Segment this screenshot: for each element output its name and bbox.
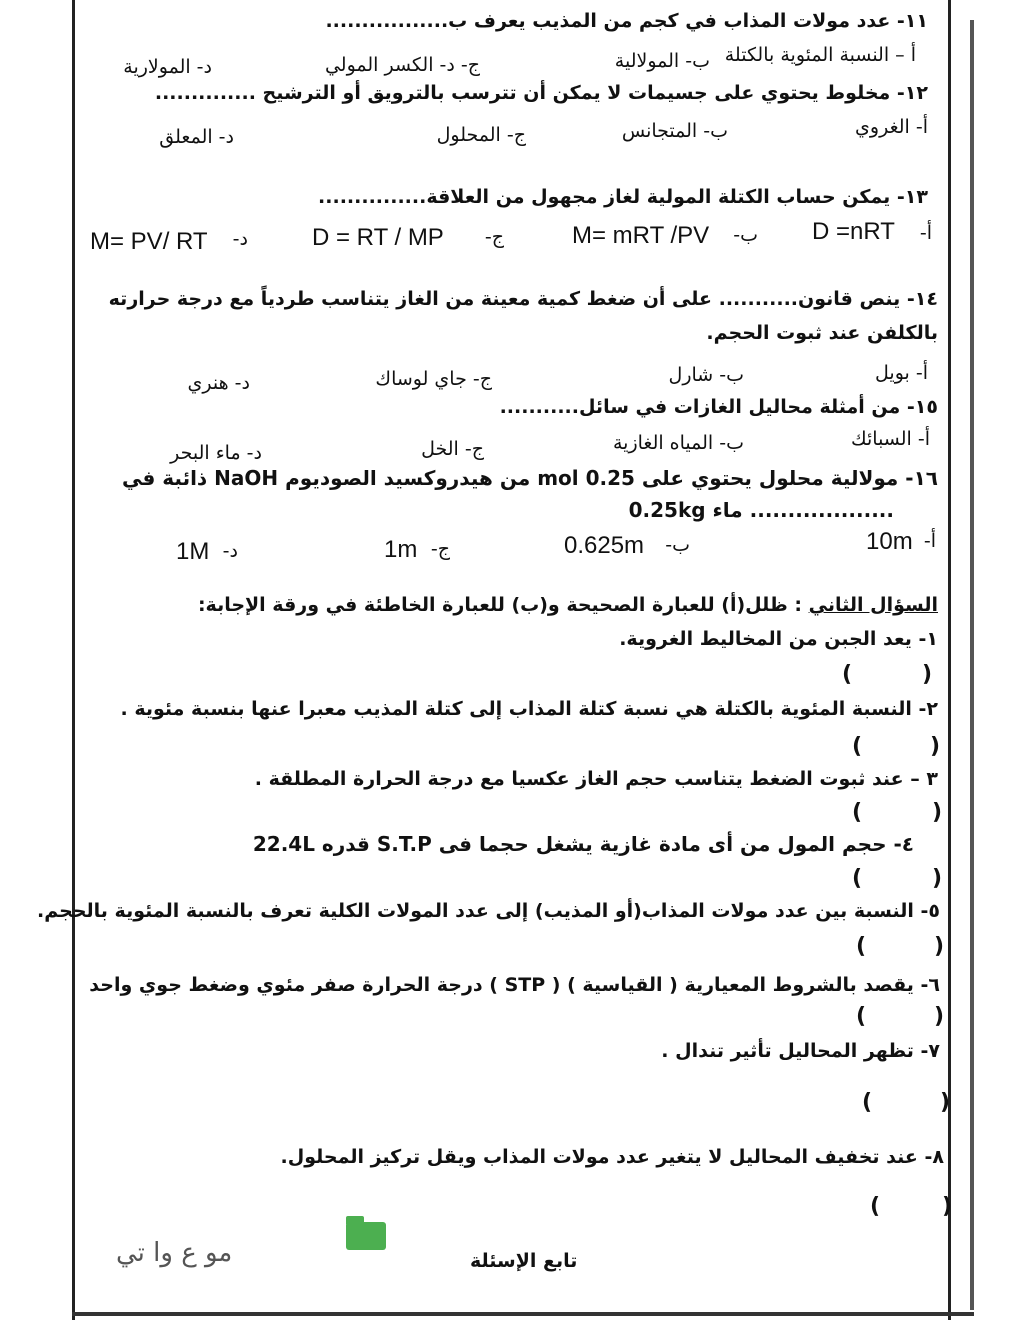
section2-heading: السؤال الثاني xyxy=(808,594,938,616)
q14-line1: ١٤- ينص قانون........... على أن ضغط كمية معينة من الغاز يتناسب طردياً مع درجة حرارته xyxy=(108,288,938,310)
tf-paren-8-open: ( xyxy=(870,1194,881,1219)
q13-text: ١٣- يمكن حساب الكتلة المولية لغاز مجهول من العلاقة............... xyxy=(318,186,928,208)
q16-option-d: 1M xyxy=(176,538,210,565)
q15-option-d: د- ماء البحر xyxy=(170,442,262,464)
q13-option-a-label: أ- xyxy=(919,222,932,244)
page-border-bottom xyxy=(72,1312,974,1316)
tf-paren-5-open: ( xyxy=(856,934,867,959)
tf-paren-2-open: ( xyxy=(852,734,863,759)
q13-option-b: M= mRT /PV xyxy=(572,222,710,249)
q13-option-c: D = RT / MP xyxy=(312,224,444,251)
page-border-left xyxy=(72,0,75,1320)
tf-paren-4-open: ( xyxy=(852,866,863,891)
q14-option-b: ب- شارل xyxy=(668,364,744,386)
tf-paren-6-open: ( xyxy=(856,1004,867,1029)
tf-item-2: ٢- النسبة المئوية بالكتلة هي نسبة كتلة المذاب إلى كتلة المذيب معبرا عنها بنسبة مئوية . xyxy=(120,698,938,720)
tf-paren-7-close: ) xyxy=(940,1090,951,1115)
q16-option-a-label: أ- xyxy=(923,530,936,552)
q12-option-b: ب- المتجانس xyxy=(621,120,728,142)
q15-text: ١٥- من أمثلة محاليل الغازات في سائل........... xyxy=(499,396,938,418)
site-logo-text: مو ع وا تي xyxy=(116,1238,233,1268)
q16-option-b: 0.625m xyxy=(564,532,645,559)
page-border-shadow xyxy=(970,20,974,1310)
q13-option-b-label: ب- xyxy=(733,224,758,246)
q13-option-d: M= PV/ RT xyxy=(90,228,208,255)
q13-option-d-label: د- xyxy=(232,228,248,250)
q16-option-c: 1m xyxy=(384,536,418,563)
q11-option-d: د- المولارية xyxy=(123,56,212,78)
tf-item-1: ١- يعد الجبن من المخاليط الغروية. xyxy=(619,628,938,650)
tf-item-3: ٣ – عند ثبوت الضغط يتناسب حجم الغاز عكسيا مع درجة الحرارة المطلقة . xyxy=(254,768,938,790)
tf-item-6: ٦- يقصد بالشروط المعيارية ( القياسية ) ( STP ) درجة الحرارة صفر مئوي وضغط جوي واحد xyxy=(89,974,940,996)
tf-item-7: ٧- تظهر المحاليل تأثير تندال . xyxy=(661,1040,940,1062)
continue-label: تابع الإسئلة xyxy=(470,1250,578,1272)
q11-text: ١١- عدد مولات المذاب في كجم من المذيب يعرف ب................. xyxy=(325,10,928,32)
q11-option-b: ب- المولالية xyxy=(614,50,710,72)
q12-text: ١٢- مخلوط يحتوي على جسيمات لا يمكن أن تترسب بالترويق أو الترشيح .............. xyxy=(154,82,928,104)
tf-paren-7-open: ( xyxy=(862,1090,873,1115)
q14-option-a: أ- بويل xyxy=(875,362,928,384)
tf-paren-4-close: ) xyxy=(932,866,943,891)
q11-option-c: ج- د- الكسر المولي xyxy=(324,54,480,76)
page-border-right xyxy=(948,0,951,1320)
q11-option-a: أ – النسبة المئوية بالكتلة xyxy=(724,44,916,66)
tf-paren-5-close: ) xyxy=(934,934,945,959)
q15-option-c: ج- الخل xyxy=(421,438,484,460)
tf-paren-2-close: ) xyxy=(930,734,941,759)
q13-option-a: D =nRT xyxy=(812,218,895,245)
q16-option-a: 10m xyxy=(866,528,913,555)
q14-line2: بالكلفن عند ثبوت الحجم. xyxy=(706,322,938,344)
q16-option-c-label: ج- xyxy=(430,538,450,560)
tf-paren-3-open: ( xyxy=(852,800,863,825)
tf-paren-6-close: ) xyxy=(934,1004,945,1029)
q16-line2: 0.25kg ماء ................... xyxy=(628,498,894,522)
q12-option-c: ج- المحلول xyxy=(436,124,526,146)
q14-option-c: ج- جاي لوساك xyxy=(375,368,492,390)
tf-item-5: ٥- النسبة بين عدد مولات المذاب(أو المذيب) إلى عدد المولات الكلية تعرف بالنسبة المئوية بالحجم. xyxy=(37,900,940,922)
tf-paren-1-close: ) xyxy=(922,662,933,687)
tf-paren-8-close: ) xyxy=(942,1194,953,1219)
tf-item-8: ٨- عند تخفيف المحاليل لا يتغير عدد مولات المذاب ويقل تركيز المحلول. xyxy=(280,1146,944,1168)
section2-instruction: : ظلل(أ) للعبارة الصحيحة و(ب) للعبارة الخاطئة في ورقة الإجابة: xyxy=(197,594,802,616)
q14-option-d: د- هنري xyxy=(187,372,250,394)
tf-item-4: ٤- حجم المول من أى مادة غازية يشغل حجما فى S.T.P قدره 22.4L xyxy=(252,832,914,856)
folder-logo-icon xyxy=(346,1222,386,1250)
q16-option-d-label: د- xyxy=(222,540,238,562)
q15-option-b: ب- المياه الغازية xyxy=(612,432,744,454)
q16-option-b-label: ب- xyxy=(665,534,690,556)
q16-line1: ١٦- مولالية محلول يحتوي على 0.25 mol من هيدروكسيد الصوديوم NaOH ذائبة في xyxy=(121,466,938,490)
q13-option-c-label: ج- xyxy=(484,226,504,248)
q12-option-a: أ- الغروي xyxy=(855,116,928,138)
tf-paren-1-open: ( xyxy=(842,662,853,687)
q15-option-a: أ- السبائك xyxy=(850,428,930,450)
tf-paren-3-close: ) xyxy=(932,800,943,825)
q12-option-d: د- المعلق xyxy=(159,126,234,148)
section2-header xyxy=(198,594,938,616)
